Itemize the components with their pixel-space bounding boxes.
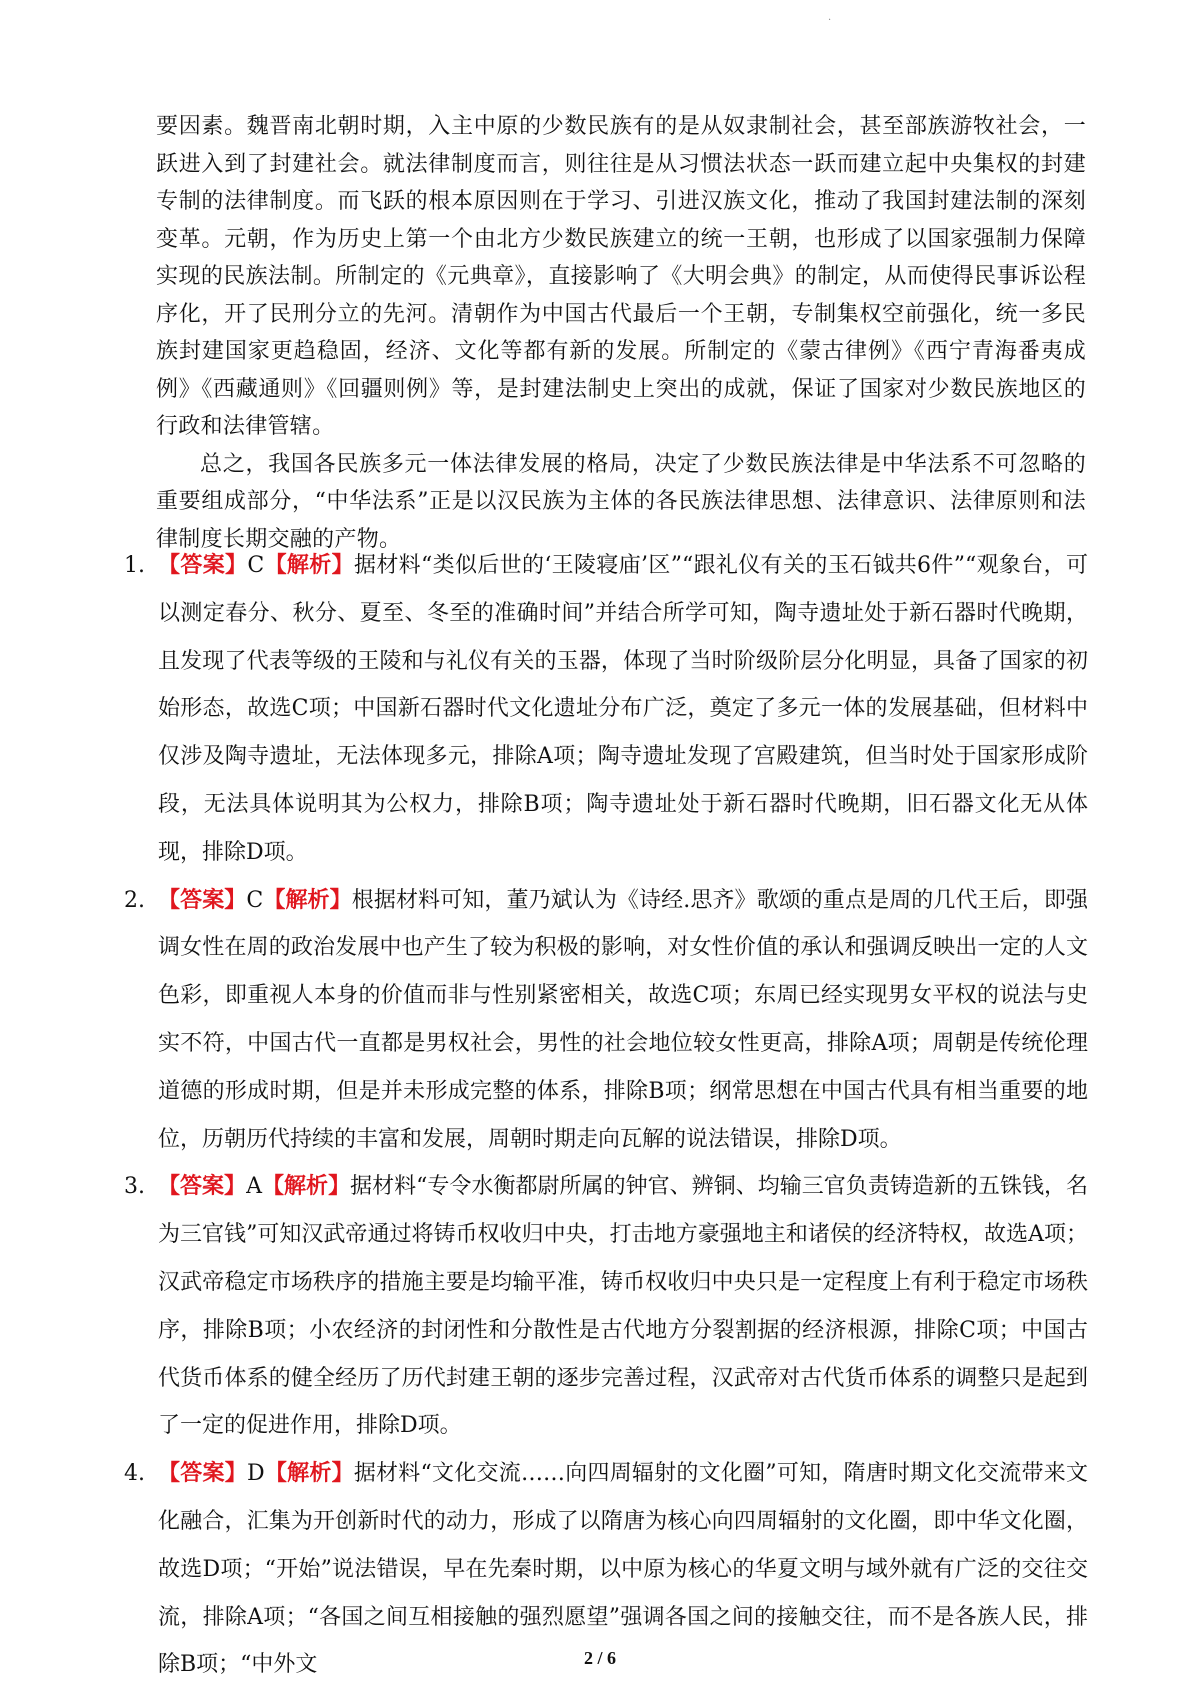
page-number: 2 / 6: [583, 1648, 616, 1668]
answer-item-2: [124, 877, 1088, 1164]
essay-paragraph-1: 要因素。魏晋南北朝时期，入主中原的少数民族有的是从奴隶制社会，甚至部族游牧社会，一跃进入到了封建社会。就法律制度而言，则往往是从习惯法状态一跃而建立起中央集权的封建专制的法律制度。而飞跃的根本原因则在于学习、引进汉族文化，推动了我国封建法制的深刻变革。元朝，作为历史上第一个由北方少数民族建立的统一王朝，也形成了以国家强制力保障实现的民族法制。所制定的《元典章》，直接影响了《大明会典》的制定，从而使得民事诉讼程序化，开了民刑分立的先河。清朝作为中国古代最后一个王朝，专制集权空前强化，统一多民族封建国家更趋稳固，经济、文化等都有新的发展。所制定的《蒙古律例》《西宁青海番夷成例》《西藏通则》《回疆则例》等，是封建法制史上突出的成就，保证了国家对少数民族地区的行政和法律管辖。: [156, 114, 1086, 439]
analysis-tag: 【解析】: [264, 1461, 354, 1487]
essay-paragraph-2: 总之，我国各民族多元一体法律发展的格局，决定了少数民族法律是中华法系不可忽略的重要组成部分，“中华法系”正是以汉民族为主体的各民族法律思想、法律意识、法律原则和法律制度长期交融的产物。: [156, 451, 1086, 552]
answer-option: C: [247, 553, 265, 578]
answer-item-1: [124, 542, 1088, 877]
answer-number: 3.: [124, 1174, 145, 1200]
answer-number: 2.: [124, 887, 145, 913]
analysis-text: 据材料“文化交流……向四周辐射的文化圈”可知，隋唐时期文化交流带来文化融合，汇集为开创新时代的动力，形成了以隋唐为核心向四周辐射的文化圈，即中华文化圈，故选D项；“开始”说法错误，早在先秦时期，以中原为核心的华夏文明与域外就有广泛的交往交流，排除A项；“各国之间互相接触的强烈愿望”强调各国之间的接触交往，而不是各族人民，排除B项；“中外文: [158, 1461, 1088, 1678]
answer-tag: 【答案】: [158, 553, 248, 578]
answer-number: 4.: [124, 1461, 145, 1487]
answer-number: 1.: [124, 553, 145, 578]
answer-list: [124, 542, 1088, 1689]
analysis-text: 根据材料可知，董乃斌认为《诗经.思齐》歌颂的重点是周的几代王后，即强调女性在周的政治发展中也产生了较为积极的影响，对女性价值的承认和强调反映出一定的人文色彩，即重视人本身的价值而非与性别紧密相关，故选C项；东周已经实现男女平权的说法与史实不符，中国古代一直都是男权社会，男性的社会地位较女性更高，排除A项；周朝是传统伦理道德的形成时期，但是并未形成完整的体系，排除B项；纲常思想在中国古代具有相当重要的地位，历朝历代持续的丰富和发展，周朝时期走向瓦解的说法错误，排除D项。: [158, 887, 1088, 1152]
answer-option: C: [246, 887, 264, 913]
analysis-text: 据材料“类似后世的‘王陵寝庙’区”“跟礼仪有关的玉石钺共6件”“观象台，可以测定春分、秋分、夏至、冬至的准确时间”并结合所学可知，陶寺遗址处于新石器时代晚期，且发现了代表等级的王陵和与礼仪有关的玉器，体现了当时阶级阶层分化明显，具备了国家的初始形态，故选C项；中国新石器时代文化遗址分布广泛，奠定了多元一体的发展基础，但材料中仅涉及陶寺遗址，无法体现多元，排除A项；陶寺遗址发现了宫殿建筑，但当时处于国家形成阶段，无法具体说明其为公权力，排除B项；陶寺遗址处于新石器时代晚期，旧石器文化无从体现，排除D项。: [158, 553, 1088, 865]
analysis-tag: 【解析】: [264, 553, 354, 578]
analysis-tag: 【解析】: [261, 1174, 351, 1200]
scan-mark: .: [828, 12, 832, 23]
answer-tag: 【答案】: [158, 887, 247, 913]
answer-tag: 【答案】: [158, 1174, 247, 1200]
answer-tag: 【答案】: [158, 1461, 247, 1487]
analysis-tag: 【解析】: [263, 887, 352, 913]
essay-section: [156, 108, 1086, 558]
answer-option: A: [246, 1174, 262, 1200]
answer-item-3: [124, 1163, 1088, 1450]
answer-option: D: [246, 1461, 265, 1487]
analysis-text: 据材料“专令水衡都尉所属的钟官、辨铜、均输三官负责铸造新的五铢钱，名为三官钱”可知汉武帝通过将铸币权收归中央，打击地方豪强地主和诸侯的经济特权，故选A项；汉武帝稳定市场秩序的措施主要是均输平准，铸币权收归中央只是一定程度上有利于稳定市场秩序，排除B项；小农经济的封闭性和分散性是古代地方分裂割据的经济根源，排除C项；中国古代货币体系的健全经历了历代封建王朝的逐步完善过程，汉武帝对古代货币体系的调整只是起到了一定的促进作用，排除D项。: [158, 1174, 1088, 1439]
